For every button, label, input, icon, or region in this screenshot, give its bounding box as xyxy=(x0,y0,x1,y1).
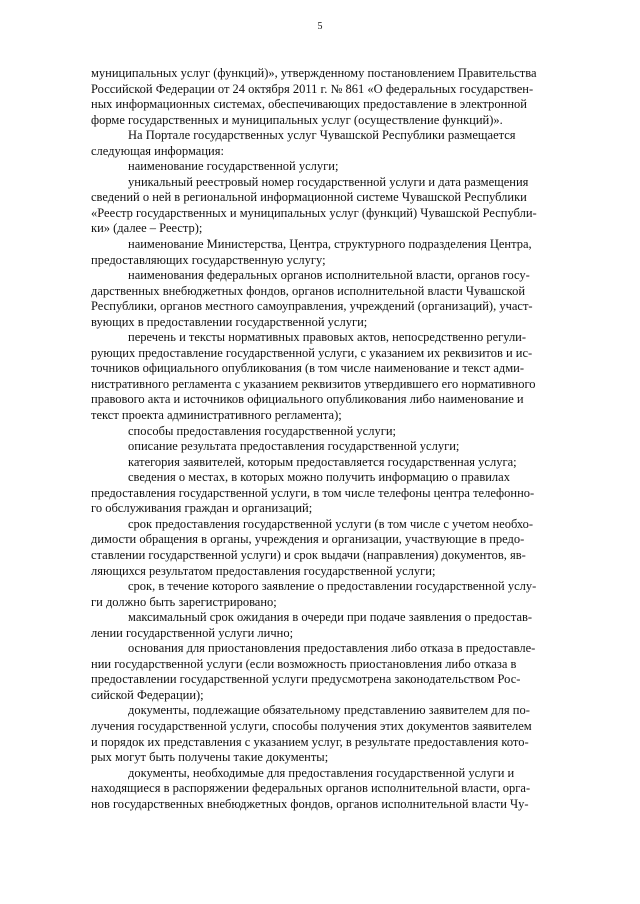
paragraph: наименование Министерства, Центра, структурного подразделения Центра, предоставляющих государственную услугу; xyxy=(91,237,532,267)
paragraph: способы предоставления государственной услуги; xyxy=(128,423,396,438)
paragraph: основания для приостановления предоставления либо отказа в предоставле- нии государственной услуги (если возможность приостановления либо отказа в предоставлении государственной услуги предусмотрена законодательством Рос- сийской Федерации); xyxy=(91,641,536,702)
paragraph: максимальный срок ожидания в очереди при подаче заявления о предостав- лении государственной услуги лично; xyxy=(91,610,533,640)
paragraph: На Портале государственных услуг Чувашской Республики размещается следующая информация: xyxy=(91,128,516,158)
paragraph: наименования федеральных органов исполнительной власти, органов госу- дарственных внебюджетных фондов, органов исполнительной власти Чувашской Республики, органов местного самоуправления, учреждений (организаций), участ- вующих в предоставлении государственной услуги; xyxy=(91,268,533,329)
paragraph: срок предоставления государственной услуги (в том числе с учетом необхо- димости обращения в органы, учреждения и организации, участвующие в предо- ставлении государственной услуги) и срок выдачи (направления) документов, яв- ляющихся результатом предоставления государственной услуги; xyxy=(91,516,534,578)
paragraph: перечень и тексты нормативных правовых актов, непосредственно регули- рующих предоставление государственной услуги, с указанием их реквизитов и ис- точников официального опубликования (в том числе наименование и текст адми- нистративного регламента с указанием реквизитов утвердившего его нормативного правового акта и источников официального опубликования либо наименование и текст проекта административного регламента); xyxy=(91,330,536,423)
paragraph: наименование государственной услуги; xyxy=(128,159,339,174)
paragraph: муниципальных услуг (функций)», утвержденному постановлением Правительства Российской Федерации от 24 октября 2011 г. № 861 «О федеральных государствен- ных информационных системах, обеспечивающих предоставление в электронной форме государственных и муниципальных услуг (осуществление функций)». xyxy=(91,66,537,127)
document-body xyxy=(91,66,594,812)
paragraph: сведения о местах, в которых можно получить информацию о правилах предоставления государственной услуги, в том числе телефоны центра телефонно- го обслуживания граждан и организаций; xyxy=(91,470,535,516)
page-number: 5 xyxy=(317,21,323,32)
paragraph: категория заявителей, которым предоставляется государственная услуга; xyxy=(128,454,517,469)
paragraph: срок, в течение которого заявление о предоставлении государственной услу- ги должно быть зарегистрировано; xyxy=(91,579,537,609)
paragraph: документы, необходимые для предоставления государственной услуги и находящиеся в распоряжении федеральных органов исполнительной власти, орга- нов государственных внебюджетных фондов, органов исполнительной власти Чу- xyxy=(91,765,531,811)
paragraph: уникальный реестровый номер государственной услуги и дата размещения сведений о ней в региональной информационной системе Чувашской Республики «Реестр государственных и муниципальных услуг (функций) Чувашской Республи- ки» (далее – Реестр); xyxy=(91,174,537,236)
paragraph: документы, подлежащие обязательному представлению заявителем для по- лучения государственной услуги, способы получения этих документов заявителем и порядок их представления с указанием услуг, в результате предоставления кото- рых могут быть получены такие документы; xyxy=(91,703,532,765)
paragraph: описание результата предоставления государственной услуги; xyxy=(128,439,460,454)
